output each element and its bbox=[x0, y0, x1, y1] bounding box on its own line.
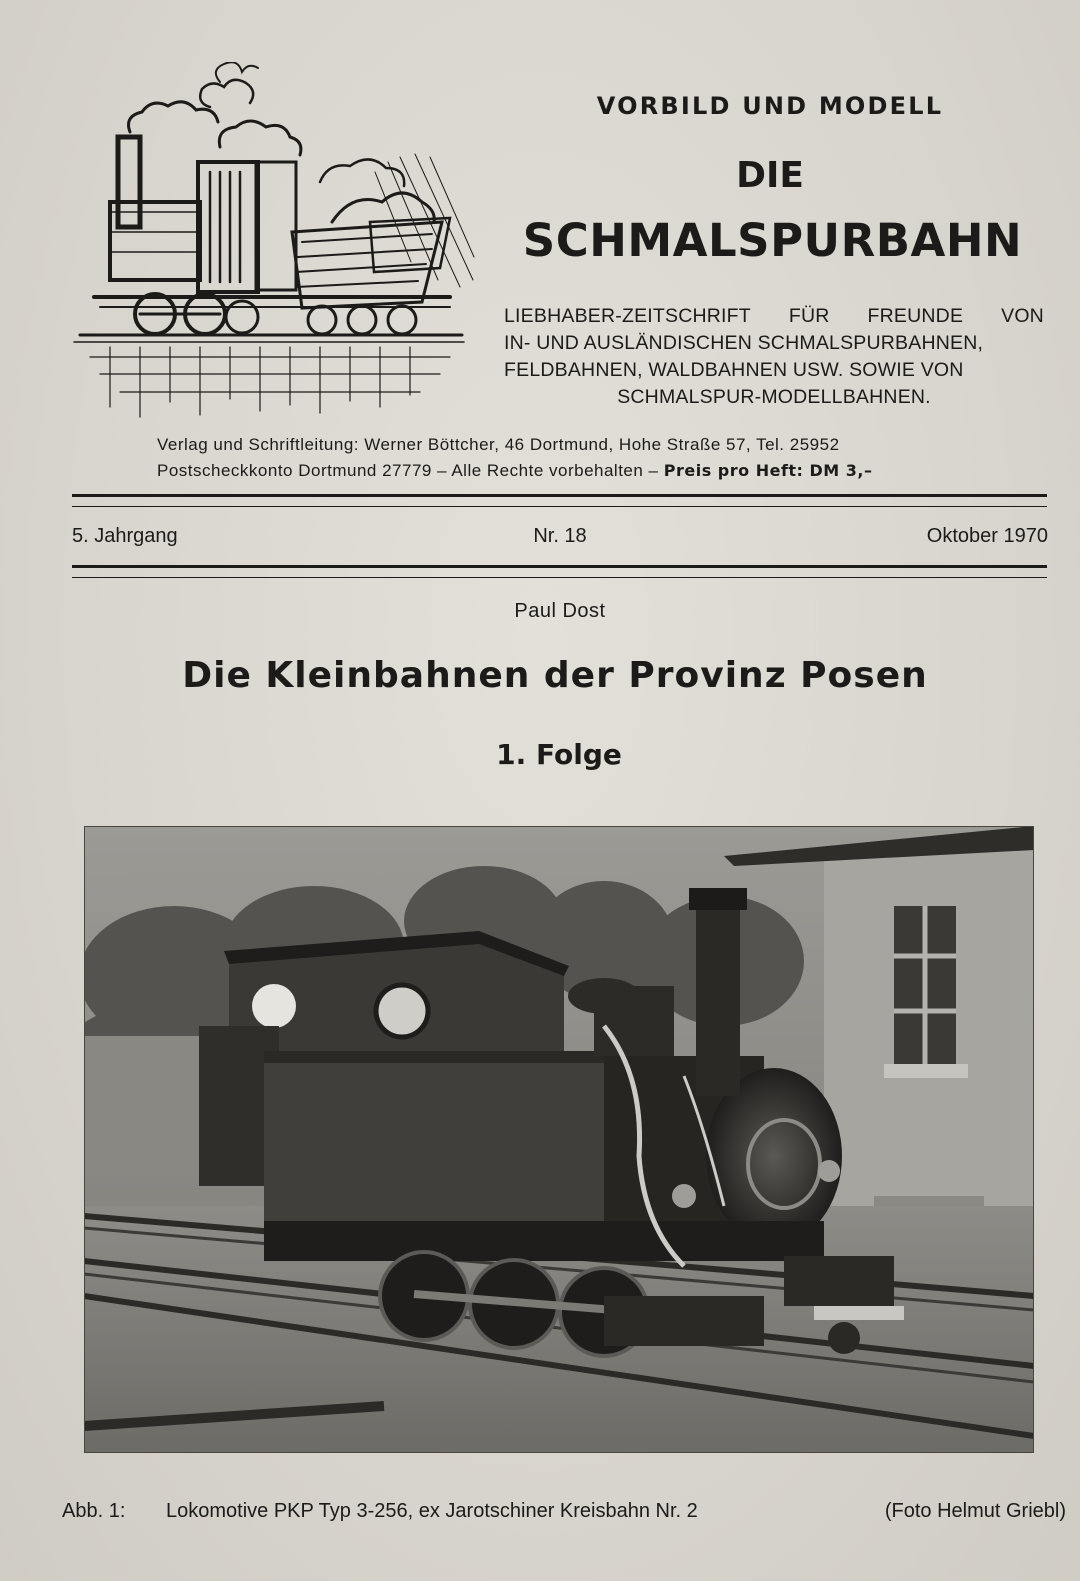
article-author: Paul Dost bbox=[514, 600, 606, 622]
article-title: Die Kleinbahnen der Provinz Posen bbox=[182, 655, 928, 696]
tagline-line-1 bbox=[504, 303, 1044, 330]
bottom-divider bbox=[72, 565, 1047, 578]
imprint-price: Preis pro Heft: DM 3,– bbox=[663, 461, 873, 480]
tagline-line-3: FELDBAHNEN, WALDBAHNEN USW. SOWIE VON bbox=[504, 359, 964, 381]
masthead-kicker: VORBILD UND MODELL bbox=[596, 92, 944, 120]
issue-date: Oktober 1970 bbox=[926, 525, 1048, 547]
masthead-tagline bbox=[504, 303, 1044, 411]
top-divider bbox=[72, 494, 1047, 507]
imprint-line-publisher: Verlag und Schriftleitung: Werner Böttcher, 46 Dortmund, Hohe Straße 57, Tel. 25952 bbox=[157, 435, 840, 454]
tagline-word: VON bbox=[1001, 305, 1044, 327]
imprint-line-account bbox=[157, 458, 1037, 484]
caption-number: Abb. 1: bbox=[62, 1500, 126, 1522]
tagline-word: LIEBHABER-ZEITSCHRIFT bbox=[504, 305, 751, 327]
article-part: 1. Folge bbox=[496, 738, 622, 771]
publisher-imprint bbox=[157, 432, 1037, 484]
locomotive-photo bbox=[84, 826, 1034, 1453]
masthead-title-article: DIE bbox=[736, 155, 804, 196]
tagline-word: FÜR bbox=[788, 305, 830, 327]
imprint-account-text: Postscheckkonto Dortmund 27779 – Alle Rechte vorbehalten – bbox=[157, 461, 664, 480]
tagline-line-4: SCHMALSPUR-MODELLBAHNEN. bbox=[617, 386, 931, 408]
caption-text: Lokomotive PKP Typ 3-256, ex Jarotschiner Kreisbahn Nr. 2 bbox=[166, 1500, 698, 1522]
steam-locomotive-sketch-icon bbox=[70, 62, 480, 432]
tagline-line-2: IN- UND AUSLÄNDISCHEN SCHMALSPURBAHNEN, bbox=[504, 332, 984, 354]
masthead-title: SCHMALSPURBAHN bbox=[522, 214, 1023, 267]
issue-number: Nr. 18 bbox=[533, 525, 587, 547]
tagline-word: FREUNDE bbox=[867, 305, 964, 327]
caption-credit: (Foto Helmut Griebl) bbox=[884, 1500, 1066, 1522]
issue-volume: 5. Jahrgang bbox=[72, 525, 178, 547]
